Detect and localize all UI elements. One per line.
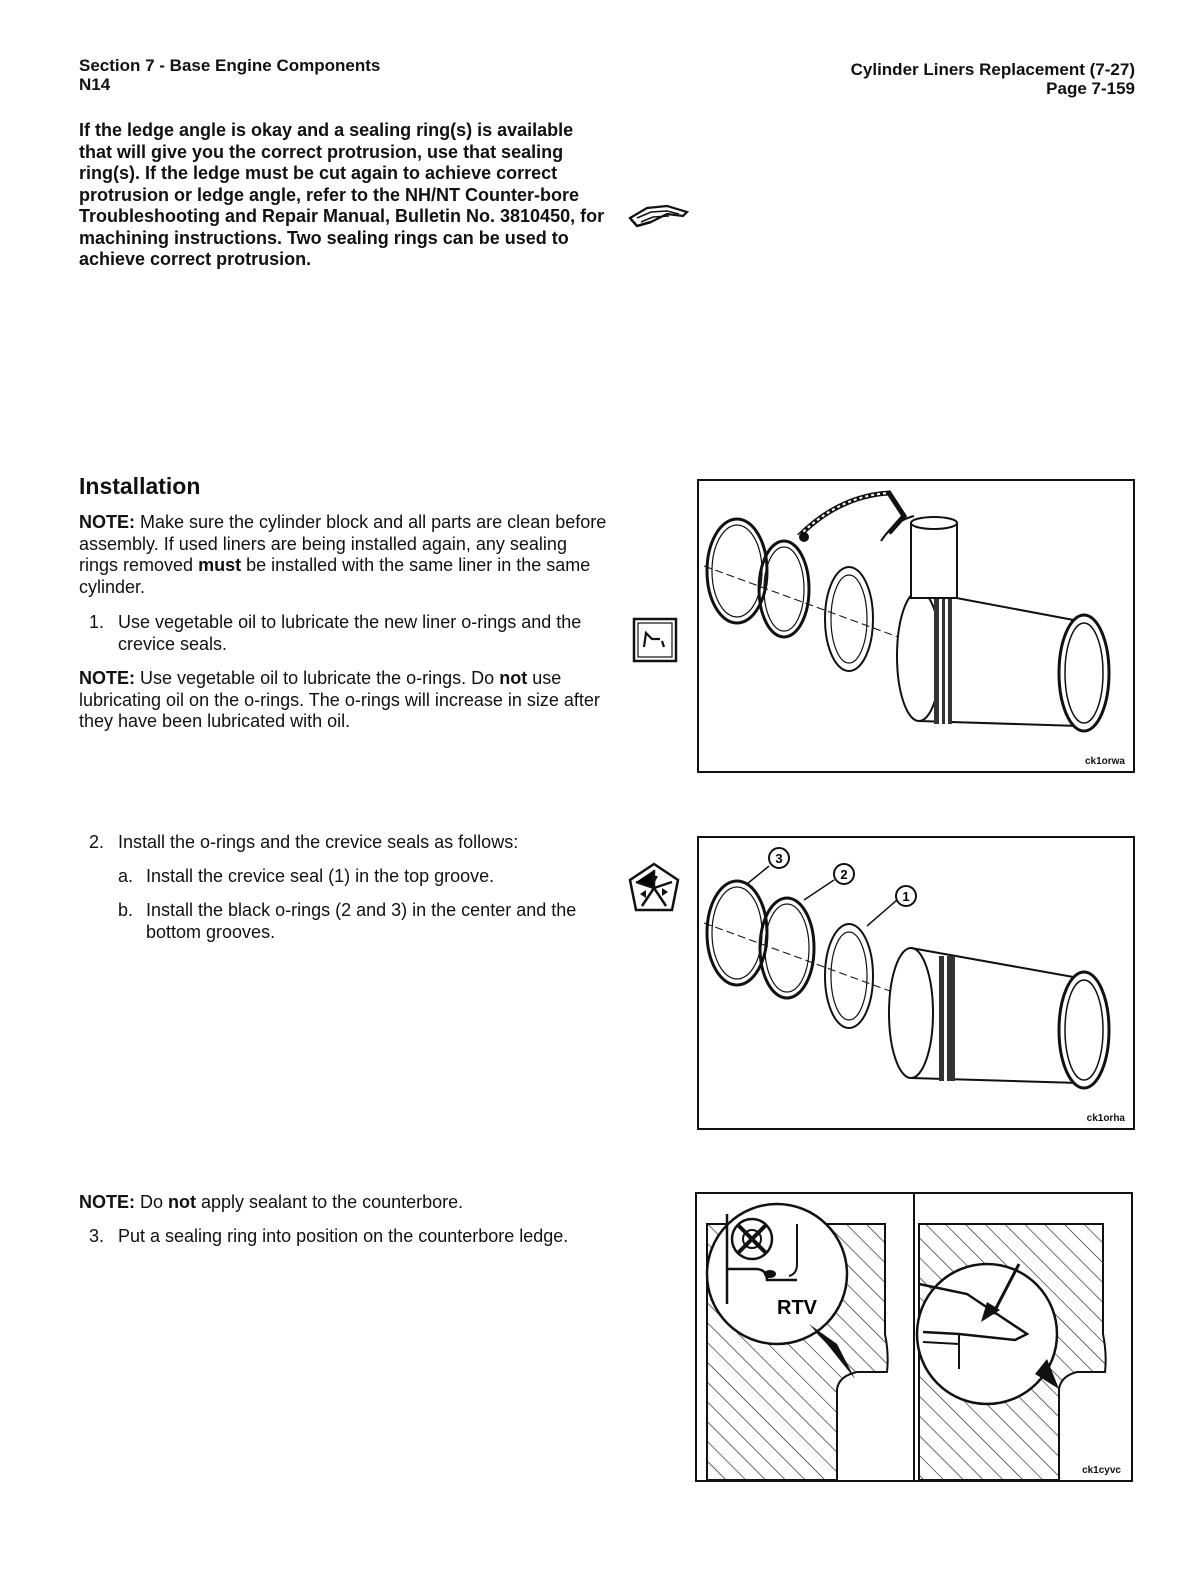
- note-text: use lubricating oil on the o-rings. The o-rings will increase in size after they have been lubricated with oil.: [79, 668, 600, 731]
- page-number: Page 7-159: [1046, 79, 1135, 98]
- figure-code: ck1orwa: [1084, 756, 1125, 767]
- intro-text-1: If the ledge angle is okay and a sealing ring(s) is available that will give you the correct protrusion, use that sealing ring(s). If the ledge: [79, 120, 574, 183]
- note-vegetable-oil: [79, 668, 609, 733]
- step-text: Put a sealing ring into position on the counterbore ledge.: [118, 1226, 569, 1246]
- note-label: NOTE:: [79, 1192, 135, 1212]
- step-text: Install the o-rings and the crevice seals as follows:: [118, 832, 519, 852]
- step-3: [89, 1226, 609, 1248]
- step-2a: [118, 866, 608, 888]
- installation-heading: Installation: [79, 473, 201, 499]
- note-text: apply sealant to the counterbore.: [196, 1192, 464, 1212]
- step-text: Install the black o-rings (2 and 3) in the center and the bottom grooves.: [146, 900, 577, 942]
- seal-installation-illustration: [699, 838, 1133, 1128]
- intro-paragraph: [79, 120, 609, 271]
- note-text: Use vegetable oil to lubricate the o-rings. Do: [135, 668, 500, 688]
- step-2: [89, 832, 609, 854]
- note-text: Make sure the cylinder block and all parts are clean before assembly. If used liners are being installed again, any sealing rings removed: [79, 512, 607, 575]
- note-label: NOTE:: [79, 668, 135, 688]
- intro-must: must: [245, 163, 289, 183]
- step-number: 1.: [89, 612, 105, 632]
- engine-model: N14: [79, 75, 111, 94]
- step-text: Install the crevice seal (1) in the top groove.: [146, 866, 495, 886]
- note-label: NOTE:: [79, 512, 135, 532]
- counterbore-illustration: [697, 1194, 1131, 1480]
- lubricate-icon: [632, 617, 678, 663]
- step-text: Use vegetable oil to lubricate the new liner o-rings and the crevice seals.: [118, 612, 582, 654]
- note-emphasis: not: [499, 668, 528, 688]
- note-emphasis: not: [168, 1192, 196, 1212]
- topic-title: Cylinder Liners Replacement (7-27): [850, 60, 1135, 79]
- step-1: [89, 612, 609, 655]
- manual-reference-icon: [627, 202, 693, 230]
- figure-liner-lubrication: [697, 479, 1135, 773]
- intro-text-2: be cut again to achieve correct protrusion or ledge angle, refer to the NH/NT Counter-bore Troubleshooting and Repair Manual, Bulletin No. 3810450, for machining instructions. Two sealing rings can be used to achieve correct protrusion.: [79, 163, 605, 269]
- callout-2-label: 2: [840, 867, 848, 882]
- figure-code: ck1cyvc: [1082, 1465, 1121, 1476]
- figure-seal-installation: [697, 836, 1135, 1130]
- step-number: 3.: [89, 1226, 105, 1246]
- note-clean-parts: [79, 512, 609, 598]
- topic-header: [851, 60, 1135, 98]
- figure-code: ck1orha: [1086, 1113, 1125, 1124]
- note-emphasis: must: [198, 555, 242, 575]
- assembly-icon: [628, 862, 680, 914]
- step-letter: b.: [118, 900, 134, 920]
- liner-oiling-illustration: [699, 481, 1133, 771]
- note-text: Do: [135, 1192, 169, 1212]
- section-title: Section 7 - Base Engine Components: [79, 56, 381, 75]
- step-number: 2.: [89, 832, 105, 852]
- callout-3-label: 3: [775, 851, 783, 866]
- step-letter: a.: [118, 866, 134, 886]
- note-no-sealant: [79, 1192, 609, 1214]
- figure-counterbore-ledge: [695, 1192, 1133, 1482]
- callout-1-label: 1: [902, 889, 910, 904]
- rtv-label: RTV: [777, 1297, 817, 1319]
- note-text: be installed with the same liner in the same cylinder.: [79, 555, 591, 597]
- step-2b: [118, 900, 608, 943]
- section-header: [79, 56, 380, 94]
